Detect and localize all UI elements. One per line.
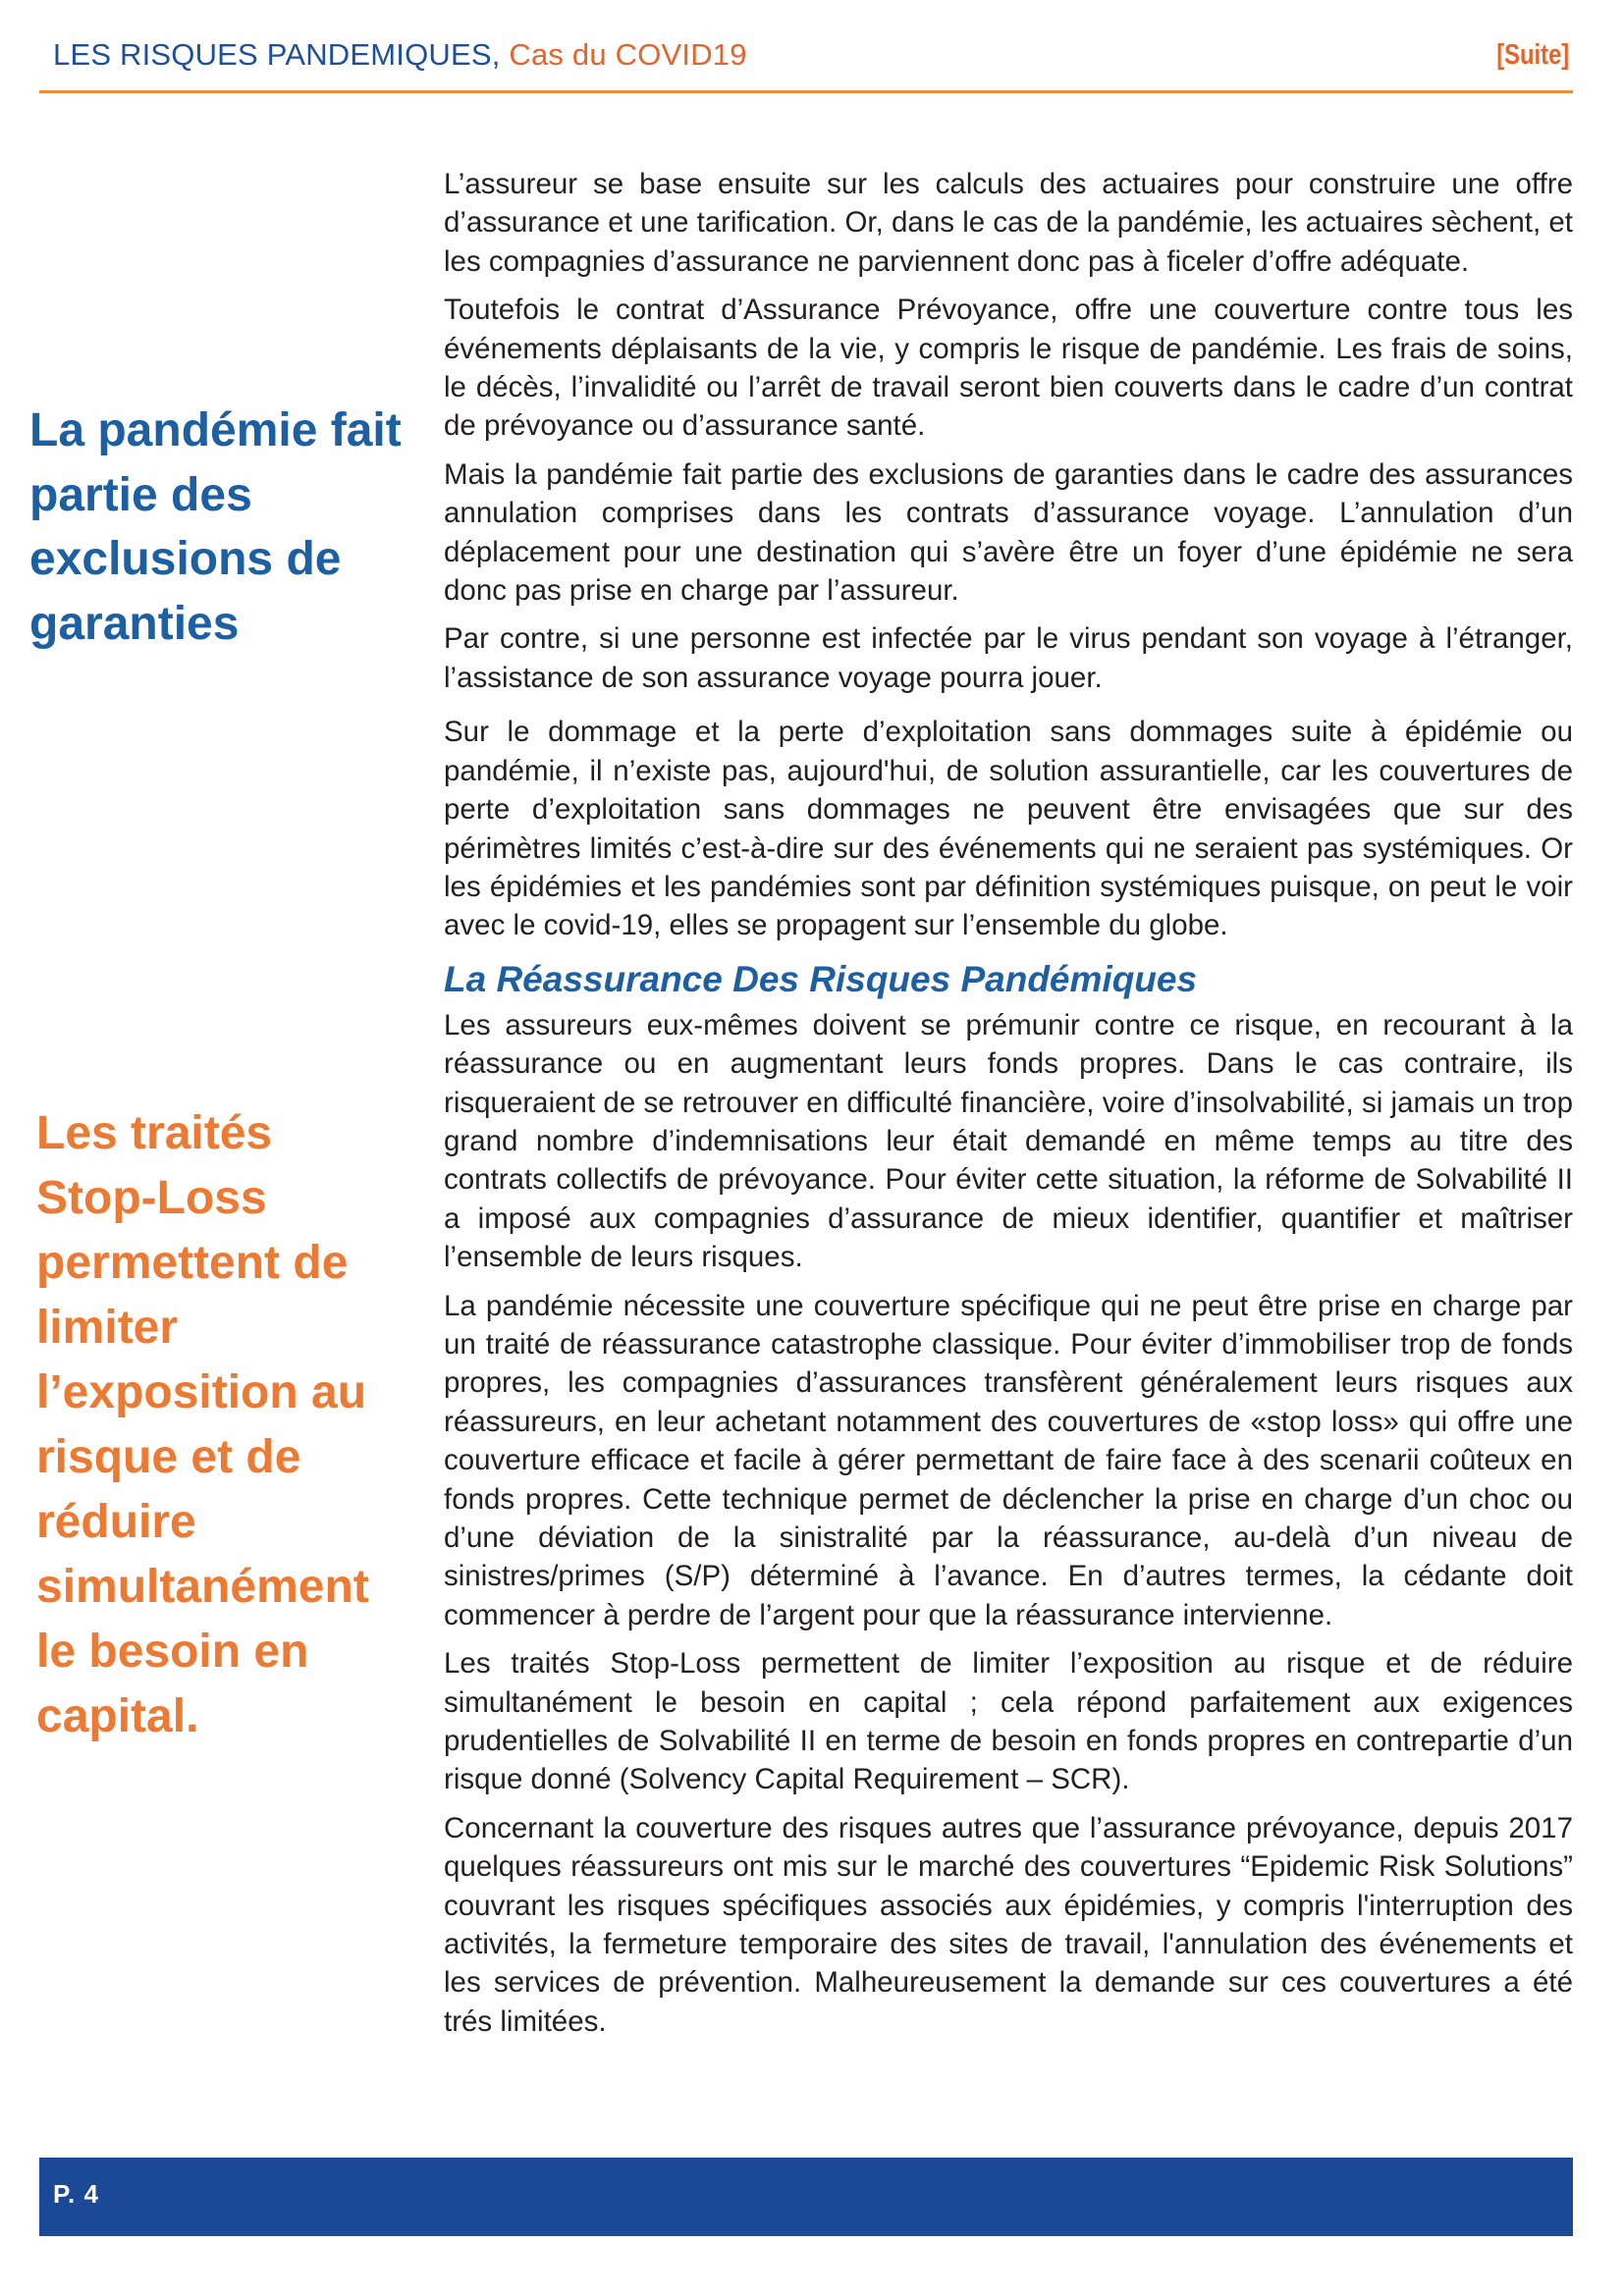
side-heading-line: permettent de	[36, 1237, 349, 1289]
side-heading-line: La pandémie fait	[29, 404, 402, 456]
header-suite-label: [Suite]	[1496, 39, 1569, 71]
side-heading-line: risque et de	[36, 1431, 301, 1483]
article-paragraph: La pandémie nécessite une couverture spécifique qui ne peut être prise en charge par un traité de réassurance catastrophe classique. Pour éviter d’immobiliser trop de fonds propres, les compagnies d’assurances transfèrent généralement leurs risques aux réassureurs, en leur achetant notamment des couvertures de «stop loss» qui offre une couverture efficace et facile à gérer permettant de faire face à des scenarii coûteux en fonds propres. Cette technique permet de déclencher la prise en charge d’un choc ou d’une déviation de la sinistralité par la réassurance, au-delà d’un niveau de sinistres/primes (S/P) déterminé à l’avance. En d’autres termes, la cédante doit commencer à perdre de l’argent pour que la réassurance intervienne.	[444, 1289, 1573, 1631]
side-heading-stop-loss	[36, 1101, 369, 1749]
side-heading-line: partie des	[29, 468, 252, 521]
side-heading-line: l’exposition au	[36, 1366, 367, 1418]
side-heading-line: le besoin en	[36, 1626, 309, 1678]
side-heading-line: Les traités	[36, 1107, 273, 1159]
side-heading-line: limiter	[36, 1302, 179, 1354]
article-body	[444, 165, 1573, 2051]
article-paragraph: Concernant la couverture des risques autres que l’assurance prévoyance, depuis 2017 quelques réassureurs ont mis sur le marché des couvertures “Epidemic Risk Solutions” couvrant les risques spécifiques associés aux épidémies, y compris l'interruption des activités, la fermeture temporaire des sites de travail, l'annulation des événements et les services de prévention. Malheureusement la demande sur ces couvertures a été trés limitées.	[444, 1811, 1573, 2038]
page-header	[39, 35, 1573, 92]
header-divider	[39, 90, 1573, 93]
article-paragraph: Les traités Stop-Loss permettent de limiter l’exposition au risque et de réduire simultanément le besoin en capital ; cela répond parfaitement aux exigences prudentielles de Solvabilité II en terme de besoin en fonds propres en contrepartie d’un risque donné (Solvency Capital Requirement – SCR).	[444, 1647, 1573, 1796]
side-heading-line: garanties	[29, 597, 240, 650]
article-paragraph: Par contre, si une personne est infectée par le virus pendant son voyage à l’étranger, l’assistance de son assurance voyage pourra jouer.	[444, 622, 1573, 694]
article-paragraph: Sur le dommage et la perte d’exploitation sans dommages suite à épidémie ou pandémie, il n’existe pas, aujourd'hui, de solution assurantielle, car les couvertures de perte d’exploitation sans dommages ne peuvent être envisagées que sur des périmètres limités c’est-à-dire sur des événements qui ne seraient pas systémiques. Or les épidémies et les pandémies sont par définition systémiques puisque, on peut le voir avec le covid-19, elles se propagent sur l’ensemble du globe.	[444, 716, 1573, 942]
side-heading-line: exclusions de	[29, 533, 342, 585]
article-paragraph: Toutefois le contrat d’Assurance Prévoyance, offre une couverture contre tous les événements déplaisants de la vie, y compris le risque de pandémie. Les frais de soins, le décès, l’invalidité ou l’arrêt de travail seront bien couverts dans le cadre d’un contrat de prévoyance ou d’assurance santé.	[444, 294, 1573, 443]
side-heading-line: capital.	[36, 1690, 199, 1742]
side-heading-line: Stop-Loss	[36, 1172, 267, 1224]
page-number: P. 4	[53, 2179, 99, 2209]
article-paragraph: L’assureur se base ensuite sur les calculs des actuaires pour construire une offre d’assurance et une tarification. Or, dans le cas de la pandémie, les actuaires sèchent, et les compagnies d’assurance ne parviennent donc pas à ficeler d’offre adéquate.	[444, 168, 1573, 278]
article-paragraph: Les assureurs eux-mêmes doivent se prémunir contre ce risque, en recourant à la réassurance ou en augmentant leurs fonds propres. Dans le cas contraire, ils risqueraient de se retrouver en difficulté financière, voire d’insolvabilité, si jamais un trop grand nombre d’indemnisations leur était demandé en même temps au titre des contrats collectifs de prévoyance. Pour éviter cette situation, la réforme de Solvabilité II a imposé aux compagnies d’assurance de mieux identifier, quantifier et maîtriser l’ensemble de leurs risques.	[444, 1008, 1573, 1274]
page-footer-bar	[39, 2158, 1573, 2236]
side-heading-exclusions	[29, 399, 402, 656]
header-title-main: LES RISQUES PANDEMIQUES,	[53, 37, 501, 72]
header-title	[53, 35, 747, 75]
article-paragraph: Mais la pandémie fait partie des exclusions de garanties dans le cadre des assurances annulation comprises dans les contrats d’assurance voyage. L’annulation d’un déplacement pour une destination qui s’avère être un foyer d’une épidémie ne sera donc pas prise en charge par l’assureur.	[444, 457, 1573, 608]
header-title-sub: Cas du COVID19	[509, 37, 747, 72]
section-title: La Réassurance Des Risques Pandémiques	[444, 958, 1198, 999]
side-heading-line: réduire	[36, 1496, 196, 1548]
side-heading-line: simultanément	[36, 1561, 369, 1613]
